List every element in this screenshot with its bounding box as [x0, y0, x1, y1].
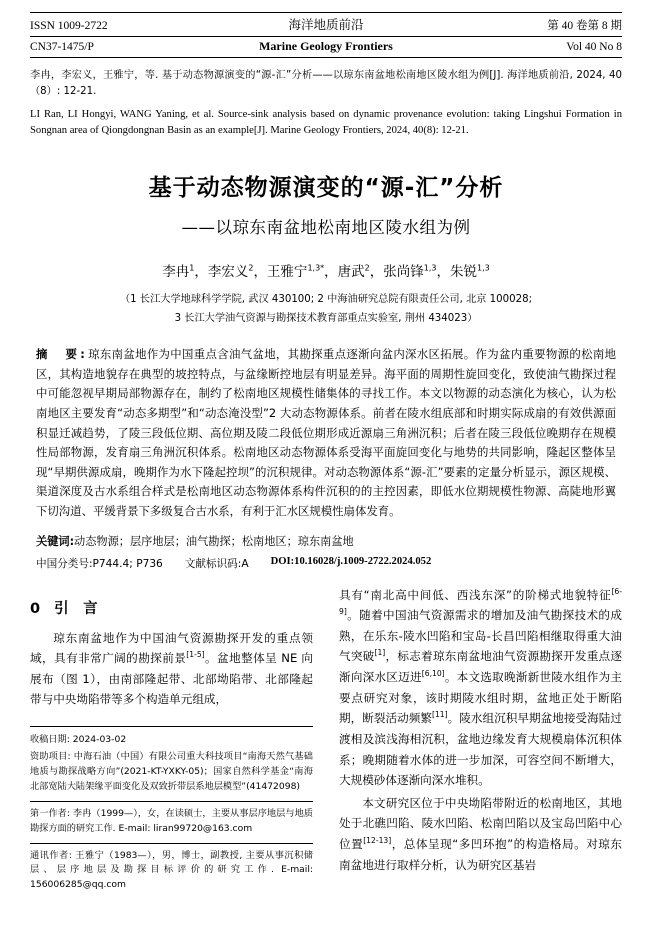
footnote-funding: 资助项目: 中海石油（中国）有限公司重大科技项目“南海天然气基础地质与勘探战略方向”(2021-KT-YXKY-05)；国家自然科学基金“南海北部宽陆大陆架缘平面变化及双致折带层系地层模型”(41472098): [30, 750, 313, 792]
paragraph: 琼东南盆地作为中国油气资源勘探开发的重点领域，具有非常广阔的勘探前景[1-5]。盆地整体呈 NE 向展布（图 1），由南部隆起带、北部坳陷带、北部隆起带与中央坳陷带等多个构造单元组成，: [30, 630, 313, 707]
section-heading-intro: [30, 597, 313, 618]
volume-issue-cn: 第 40 卷第 8 期: [547, 20, 622, 32]
citation-block: [30, 68, 622, 139]
footnote-corresponding-author: 通讯作者: 王雅宁（1983—），男，博士，副教授, 主要从事沉积储层、层序地层及勘探目标评价的研究工作. E-mail: 156006285@qq.com: [30, 849, 313, 891]
paper-page: [0, 12, 652, 947]
page-title: 基于动态物源演变的“源-汇”分析: [148, 175, 504, 202]
footnote-separator-2: [30, 843, 313, 844]
author-list: 李冉$^1$，李宏义$^2$，王雅宁$^{1,3*}$，唐武$^2$，张尚锋$^{1,3}$，朱锐$^{1,3}$: [162, 263, 490, 281]
left-column: [30, 585, 313, 896]
footnote-separator: [30, 801, 313, 802]
section-title: 引 言: [54, 600, 98, 617]
footnote-received: 收稿日期: 2024-03-02: [30, 734, 127, 746]
keywords-label: 关键词:: [36, 534, 75, 548]
masthead-row-top: [30, 13, 622, 36]
journal-title-en: Marine Geology Frontiers: [259, 39, 393, 53]
cn-code-label: CN37-1475/P: [30, 41, 94, 53]
section-number: 0: [30, 600, 41, 617]
doi-value[interactable]: DOI:10.16028/j.1009-2722.2024.052: [270, 555, 432, 567]
issn-label: ISSN 1009-2722: [30, 20, 108, 32]
document-code: 文献标识码:A: [184, 557, 249, 570]
cn-classification: 中国分类号:P744.4; P736: [36, 557, 163, 570]
masthead-bottom-rule: [30, 57, 622, 58]
abstract-block: [36, 345, 616, 521]
citation-english: LI Ran, LI Hongyi, WANG Yaning, et al. Source-sink analysis based on dynamic provenance evolution: taking Lingshui Formation in Songnan area of Qiongdongnan Basin as an example[J]. Marine Geology Frontiers, 2024, 40(8): 12-21.: [30, 108, 622, 137]
paragraph: 具有“南北高中间低、西浅东深”的阶梯式地貌特征[6-9]。随着中国油气资源需求的增加及油气勘探技术的成熟，在乐东-陵水凹陷和宝岛-长昌凹陷相继取得重大油气突破[1]，标志着琼东南盆地油气资源勘探开发重点逐渐向深水区迈进[6,10]。本文选取晚渐新世陵水组作为主要点研究对象，该时期陵水组时期，盆地正处于断陷期，断裂活动频繁[11]。陵水组沉积早期盆地接受海陆过渡相及滨浅海相沉积，盆地边缘发育大规模扇体沉积体系；晚期随着水体的进一步加深，可容空间不断增大，大规模砂体逐渐向深水堆积。: [339, 586, 622, 788]
abstract-label: 摘 要:: [36, 347, 88, 362]
page-subtitle: ——以琼东南盆地松南地区陵水组为例: [181, 218, 471, 238]
footnote-rule: [30, 726, 313, 727]
keywords-block: [36, 532, 616, 551]
classification-line: [36, 556, 616, 571]
footnote-first-author: 第一作者: 李冉（1999—），女，在读硕士，主要从事层序地层与地质勘探方面的研究工作. E-mail: liran99720@163.com: [30, 807, 313, 834]
footnote-block: [30, 720, 313, 893]
title-block: [30, 169, 622, 327]
keywords-text: 动态物源；层序地层；油气勘探；松南地区；琼东南盆地: [74, 534, 354, 548]
citation-chinese: 李冉，李宏义，王雅宁，等. 基于动态物源演变的“源-汇”分析——以琼东南盆地松南地区陵水组为例[J]. 海洋地质前沿, 2024, 40（8）: 12-21.: [30, 70, 622, 97]
journal-title-cn: 海洋地质前沿: [288, 17, 364, 32]
right-column: [339, 585, 622, 896]
abstract-text: 琼东南盆地作为中国重点含油气盆地，其勘探重点逐渐向盆内深水区拓展。作为盆内重要物源的松南地区，其构造地貌存在典型的坡控特点，与盆缘断控地层有明显差异。海平面的周期性旋回变化，致使油气勘探过程中可能忽视早期局部物源存在，制约了松南地区规模性储集体的寻找工作。本文以物源的动态演化为核心，认为松南地区主要发育“动态多期型”和“动态淹没型”2 大动态物源体系。前者在陵水组底部和时期实际成扇的有效供源面积显迁减趋势，了陵三段低位期、高位期及陵二段低位期形成近源扇三角洲沉积；后者在陵三段低位晚期存在规模性局部物源，发育扇三角洲沉积体系。松南地区动态物源体系受海平面旋回变化与地势的共同影响，隆起区整体呈现“早期供源成扇，晚期作为水下隆起控坝”的沉积规律。对动态物源体系“源-汇”要素的定量分析显示，源区规模、渠道深度及古水系组合样式是松南地区动态物源体系构件沉积的的主控因素，即低水位期规模性物源、高陡地形翼下切沟道、平缓背景下多级复合古水系，有利于汇水区规模性扇体发育。: [36, 347, 616, 518]
body-columns: [30, 585, 622, 896]
volume-issue-en: Vol 40 No 8: [566, 41, 622, 53]
paragraph: 本文研究区位于中央坳陷带附近的松南地区，其地处于北礁凹陷、陵水凹陷、松南凹陷以及宝岛凹陷中心位置[12-13]，总体呈现“多凹环抱”的构造格局。对琼东南盆地进行取样分析，认为研究区基岩: [339, 795, 622, 872]
masthead-row-bottom: [30, 37, 622, 57]
affiliation-line-1: （1 长江大学地球科学学院, 武汉 430100; 2 中海油研究总院有限责任公司, 北京 100028;: [120, 294, 532, 306]
masthead: [30, 12, 622, 58]
affiliation-line-2: 3 长江大学油气资源与勘探技术教育部重点实验室, 荆州 434023）: [174, 312, 478, 324]
